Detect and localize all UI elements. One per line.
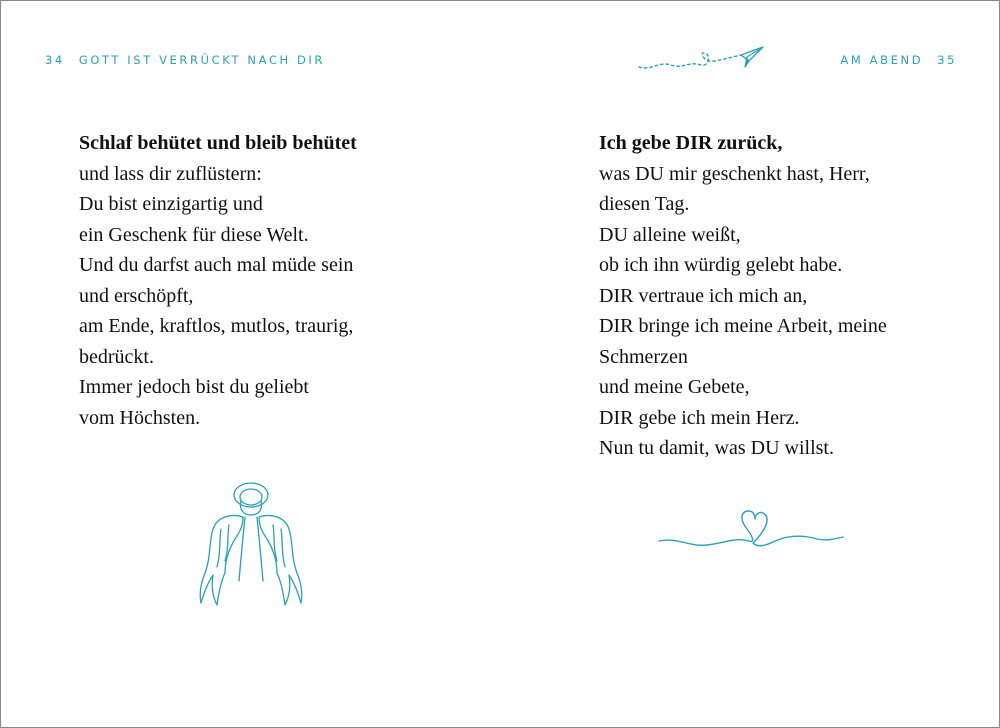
left-page-number: 34 xyxy=(45,53,65,67)
poem-line: diesen Tag. xyxy=(599,193,690,215)
poem-line: Schmerzen xyxy=(599,345,688,368)
heart-line-icon xyxy=(657,507,847,557)
poem-line: DIR vertraue ich mich an, xyxy=(599,284,808,307)
angel-icon xyxy=(195,477,311,611)
left-running-title: GOTT IST VERRÜCKT NACH DIR xyxy=(78,53,326,67)
poem-line: was DU mir geschenkt hast, Herr, xyxy=(599,162,870,185)
poem-line: ob ich ihn würdig gelebt habe. xyxy=(599,254,843,276)
right-running-head xyxy=(840,53,957,67)
right-running-title: AM ABEND xyxy=(840,53,924,67)
right-poem xyxy=(599,128,887,464)
poem-line: und lass dir zuflüstern: xyxy=(79,162,262,185)
poem-line: DU alleine weißt, xyxy=(599,223,741,246)
left-poem xyxy=(79,128,357,433)
poem-line: am Ende, kraftlos, mutlos, traurig, xyxy=(79,315,354,337)
poem-line: ein Geschenk für diese Welt. xyxy=(79,223,309,246)
poem-line: Und du darfst auch mal müde sein xyxy=(79,254,354,276)
poem-line: und erschöpft, xyxy=(79,284,194,307)
poem-line: DIR gebe ich mein Herz. xyxy=(599,406,800,429)
left-poem-title: Schlaf behütet und bleib behütet xyxy=(79,132,357,154)
paper-plane-icon xyxy=(637,45,767,75)
right-poem-title: Ich gebe DIR zurück, xyxy=(599,132,783,154)
right-page-number: 35 xyxy=(937,53,957,67)
left-running-head xyxy=(45,53,325,67)
poem-line: bedrückt. xyxy=(79,345,154,368)
poem-line: Nun tu damit, was DU willst. xyxy=(599,437,834,459)
poem-line: DIR bringe ich meine Arbeit, meine xyxy=(599,315,887,337)
poem-line: vom Höchsten. xyxy=(79,406,201,429)
poem-line: Immer jedoch bist du geliebt xyxy=(79,376,309,398)
poem-line: und meine Gebete, xyxy=(599,376,750,398)
poem-line: Du bist einzigartig und xyxy=(79,193,263,215)
